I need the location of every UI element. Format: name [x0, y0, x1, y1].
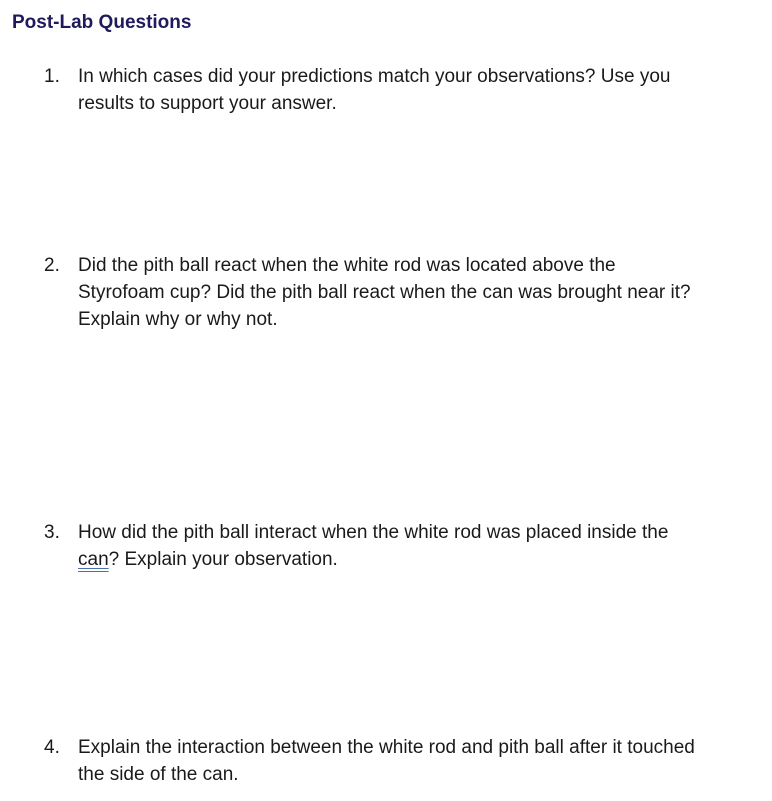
question-text-line	[78, 546, 764, 573]
question-text-line: How did the pith ball interact when the white rod was placed inside the	[78, 522, 669, 543]
question-number: 4.	[44, 737, 60, 758]
page-title: Post-Lab Questions	[12, 12, 192, 33]
question-text-line: results to support your answer.	[78, 93, 337, 114]
question-3	[44, 519, 764, 573]
question-4	[44, 734, 764, 788]
question-text-fragment: ? Explain your observation.	[108, 549, 338, 570]
question-text-line: the side of the can.	[78, 764, 239, 785]
question-text	[78, 519, 764, 573]
question-text-line: Explain why or why not.	[78, 309, 278, 330]
question-text	[78, 252, 764, 333]
question-number: 3.	[44, 522, 60, 543]
question-text-line: In which cases did your predictions match your observations? Use you	[78, 66, 671, 87]
question-number: 2.	[44, 255, 60, 276]
question-1	[44, 63, 764, 117]
question-number: 1.	[44, 66, 60, 87]
flagged-word[interactable]: can	[78, 549, 109, 570]
question-text-line: Explain the interaction between the white rod and pith ball after it touched	[78, 737, 695, 758]
question-2	[44, 252, 764, 333]
question-text-line: Styrofoam cup? Did the pith ball react when the can was brought near it?	[78, 282, 691, 303]
question-text-line: Did the pith ball react when the white rod was located above the	[78, 255, 616, 276]
question-text	[78, 63, 764, 117]
question-text	[78, 734, 764, 788]
